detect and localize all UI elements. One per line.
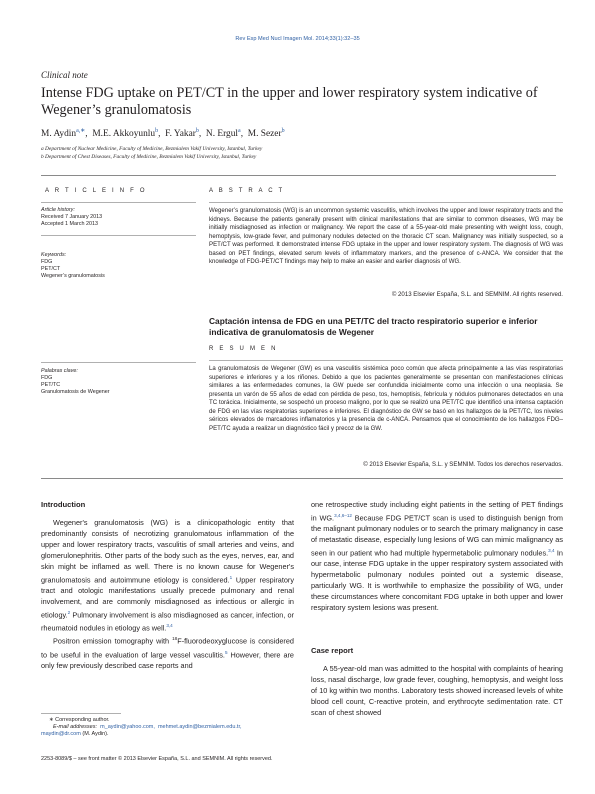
case-report-text	[311, 664, 563, 719]
spanish-title: Captación intensa de FDG en una PET/TC del tracto respiratorio superior e inferior indicativa de granulomatosis de Wegener	[209, 316, 538, 337]
keyword: Wegener’s granulomatosis	[41, 272, 105, 279]
isotope-superscript: 18	[172, 636, 178, 642]
email-suffix: (M. Aydin).	[80, 731, 109, 738]
body-text-run: Because FDG PET/CT scan is used to distinguish benign from the malignant pulmonary nodules or to search the primary malignancy in case of metastatic disease, especially lung lesions of WG can mimic malignancy as seen in our patient who had multiple hypermetabolic pulmonary nodules.	[311, 513, 563, 558]
intro-text-run: However, there are only few previously described case reports and	[41, 650, 294, 670]
author-name: F. Yakar	[165, 129, 196, 140]
received-date: Received 7 January 2013	[41, 213, 103, 220]
citation-link[interactable]: 3,4,6–12	[334, 512, 352, 518]
email-link[interactable]: m_aydin@yahoo.com,	[100, 724, 155, 731]
intro-text-run: Pulmonary involvement is also misdiagnosed as cancer, infection, or rheumatoid nodules in etiology as well.	[41, 610, 294, 633]
introduction-heading: Introduction	[41, 500, 86, 509]
keyword: FDG	[41, 258, 53, 265]
keywords-label: Keywords:	[41, 252, 67, 258]
author-name: M. Sezer	[247, 129, 282, 140]
resumen-text: La granulomatosis de Wegener (GW) es una vasculitis sistémica poco común que afecta principalmente a las vías respiratorias superiores e inferiores y a los riñones. Debido a que los pacientes generalmente se presentan con manifestaciones clínicas similares a las enfermedades comunes, la GW puede ser confundida inicialmente como una infección o una neoplasia. Se presenta un varón de 55 años de edad con pérdida de peso, tos, hemoptisis, febrícula y nódulos pulmonares detectados en una TC torácica. Inicialmente, se sospechó un proceso maligno, por lo que se realizó una PET/TC que identificó una intensa captación de FDG en las vías respiratorias superiores e inferiores. El diagnóstico de GW se basó en los hallazgos de la PET/TC, los niveles séricos elevados de marcadores inflamatorios y la presencia de c-ANCA. Pensamos que el conocimiento de los hallazgos FDG–PET/TC ayuda a realizar un diagnóstico fácil y precoz de la GW.	[209, 365, 563, 432]
journal-reference[interactable]: Rev Esp Med Nucl Imagen Mol. 2014;33(1):32–35	[235, 36, 360, 42]
author-name: M. Aydin	[41, 129, 77, 140]
footnote	[41, 717, 294, 739]
article-history	[41, 207, 196, 228]
abstract-heading: A B S T R A C T	[209, 188, 285, 194]
author-affil-marker[interactable]: b	[281, 128, 285, 134]
column2-text	[311, 500, 563, 614]
intro-text-run: F-fluorodeoxyglucose is considered to be useful in the evaluation of large vessel vasculitis.	[41, 636, 294, 660]
citation-link[interactable]: 5	[224, 649, 228, 655]
keyword: PET/TC	[41, 381, 61, 388]
case-paragraph: A 55-year-old man was admitted to the hospital with complaints of hearing loss, nasal discharge, low grade fever, coughing, hemoptysis, and weight loss of 10 kg within two months. Laboratory tests showed increased levels of white blood cell count, C-reactive protein, and erythrocyte sedimentation rate. CT scan of chest showed	[311, 664, 563, 717]
article-title: Intense FDG uptake on PET/CT in the upper and lower respiratory system indicative of Wegener’s granulomatosis	[41, 85, 538, 118]
body-text-run: one retrospective study including eight patients in the setting of PET findings in WG.	[311, 500, 563, 523]
accepted-date: Accepted 1 March 2013	[41, 220, 98, 227]
keyword: FDG	[41, 374, 53, 381]
body-paragraph	[311, 500, 563, 614]
affiliation-b: b Department of Chest Diseases, Faculty of Medicine, Bezmialem Vakif University, Istanbul, Turkey	[41, 154, 257, 160]
keywords-block	[41, 252, 196, 280]
author-list	[41, 127, 285, 139]
body-text-run: In our case, intense FDG uptake in the upper respiratory system associated with hypermetabolic pulmonary nodules pointed out a systemic disease, particularly WG. It is worthwhile to emphasize the possibility of WG, under these circumstances where concomitant FDG uptake in both upper and lower respiratory system lesions was present.	[311, 548, 563, 612]
author-name: M.E. Akkoyunlu	[92, 129, 156, 140]
author-separator: ,	[158, 129, 161, 140]
introduction-text	[41, 518, 294, 672]
keyword: Granulomatosis de Wegener	[41, 388, 110, 395]
history-label: Article history:	[41, 207, 75, 213]
author-affil-marker[interactable]: b	[195, 128, 199, 134]
author-affil-marker[interactable]: b	[155, 128, 159, 134]
author-name: N. Ergul	[205, 129, 239, 140]
footnote-divider	[41, 713, 121, 714]
spanish-keywords-block	[41, 368, 196, 396]
email-link[interactable]: mehmet.aydin@bezmialem.edu.tr,	[157, 724, 242, 731]
resumen-divider	[209, 360, 563, 361]
resumen-copyright: © 2013 Elsevier España, S.L. y SEMNIM. Todos los derechos reservados.	[363, 461, 563, 468]
author-affil-marker[interactable]: a,∗	[76, 128, 86, 134]
intro-text-run: Wegener's granulomatosis (WG) is a clinicopathologic entity that predominantly consists of necrotizing granulomatous inflammation of the upper and lower respiratory tracts, vasculitis of small arteries and veins, and glomerulonephritis. Other parts of the body such as the eyes, nerves, ear, and skin might be inflamed as well. There is no known cause for Wegener's granulomatosis and autoimmune etiology is considered.	[41, 518, 294, 584]
intro-paragraph	[41, 518, 294, 634]
email-link[interactable]: maydin@dr.com	[41, 731, 81, 738]
intro-text-run: Upper respiratory tract and otologic manifestations usually precede pulmonary and renal involvement, and are commonly misdiagnosed as infectious or allergic in etiology.	[41, 574, 294, 620]
case-report-heading: Case report	[311, 646, 354, 655]
author-separator: ,	[240, 129, 244, 140]
resumen-heading: R E S U M E N	[209, 346, 278, 352]
author-separator: ,	[85, 129, 88, 140]
citation-link[interactable]: 3,4	[548, 548, 555, 554]
email-label: E-mail addresses:	[53, 724, 98, 731]
keyword: PET/CT	[41, 265, 61, 272]
affiliation-a: a Department of Nuclear Medicine, Faculty of Medicine, Bezmialem Vakif University, Istanbul, Turkey	[41, 146, 263, 152]
abstract-copyright: © 2013 Elsevier España, S.L. and SEMNIM. All rights reserved.	[391, 291, 563, 298]
abstract-text: Wegener’s granulomatosis (WG) is an uncommon systemic vasculitis, which involves the upper and lower respiratory tracts and the kidneys. Because the patients generally present with clinical manifestations that are similar to common diseases, WG may be initially misdiagnosed as infection or malignancy. We report the case of a 55-year-old male presenting with weight loss, cough, hemoptysis, low-grade fever, and pulmonary nodules detected on the thoracic CT scan. Malignancy was initially suspected, so a PET/CT was performed. It demonstrated intense FDG uptake in the upper and lower respiratory system. The diagnosis of WG was based on PET findings, elevated serum levels of inflammatory markers, and the presence of c-ANCA. We consider that the knowledge of FDG-PET/CT findings may help to make an easier and earlier diagnosis of WG.	[209, 207, 563, 266]
abstract-bottom-divider	[41, 478, 563, 479]
info-divider	[41, 202, 196, 203]
intro-text-run: Positron emission tomography with	[53, 636, 173, 646]
info-divider	[41, 235, 196, 236]
header-divider	[41, 175, 556, 176]
intro-paragraph	[41, 634, 294, 672]
citation-link[interactable]: 1	[229, 574, 233, 580]
author-affil-marker[interactable]: a	[238, 128, 241, 134]
author-separator: ,	[198, 129, 202, 140]
section-label: Clinical note	[41, 70, 88, 80]
info-divider	[41, 362, 196, 363]
citation-link[interactable]: 3,4	[166, 623, 173, 628]
abstract-divider	[209, 202, 563, 203]
corresponding-author: ∗ Corresponding author.	[49, 717, 110, 723]
article-info-heading: A R T I C L E I N F O	[45, 188, 147, 194]
citation-link[interactable]: 2	[67, 609, 71, 615]
es-keywords-label: Palabras clave:	[41, 368, 78, 374]
issn-line: 2253-8089/$ – see front matter © 2013 Elsevier España, S.L. and SEMNIM. All rights reserved.	[41, 756, 273, 762]
